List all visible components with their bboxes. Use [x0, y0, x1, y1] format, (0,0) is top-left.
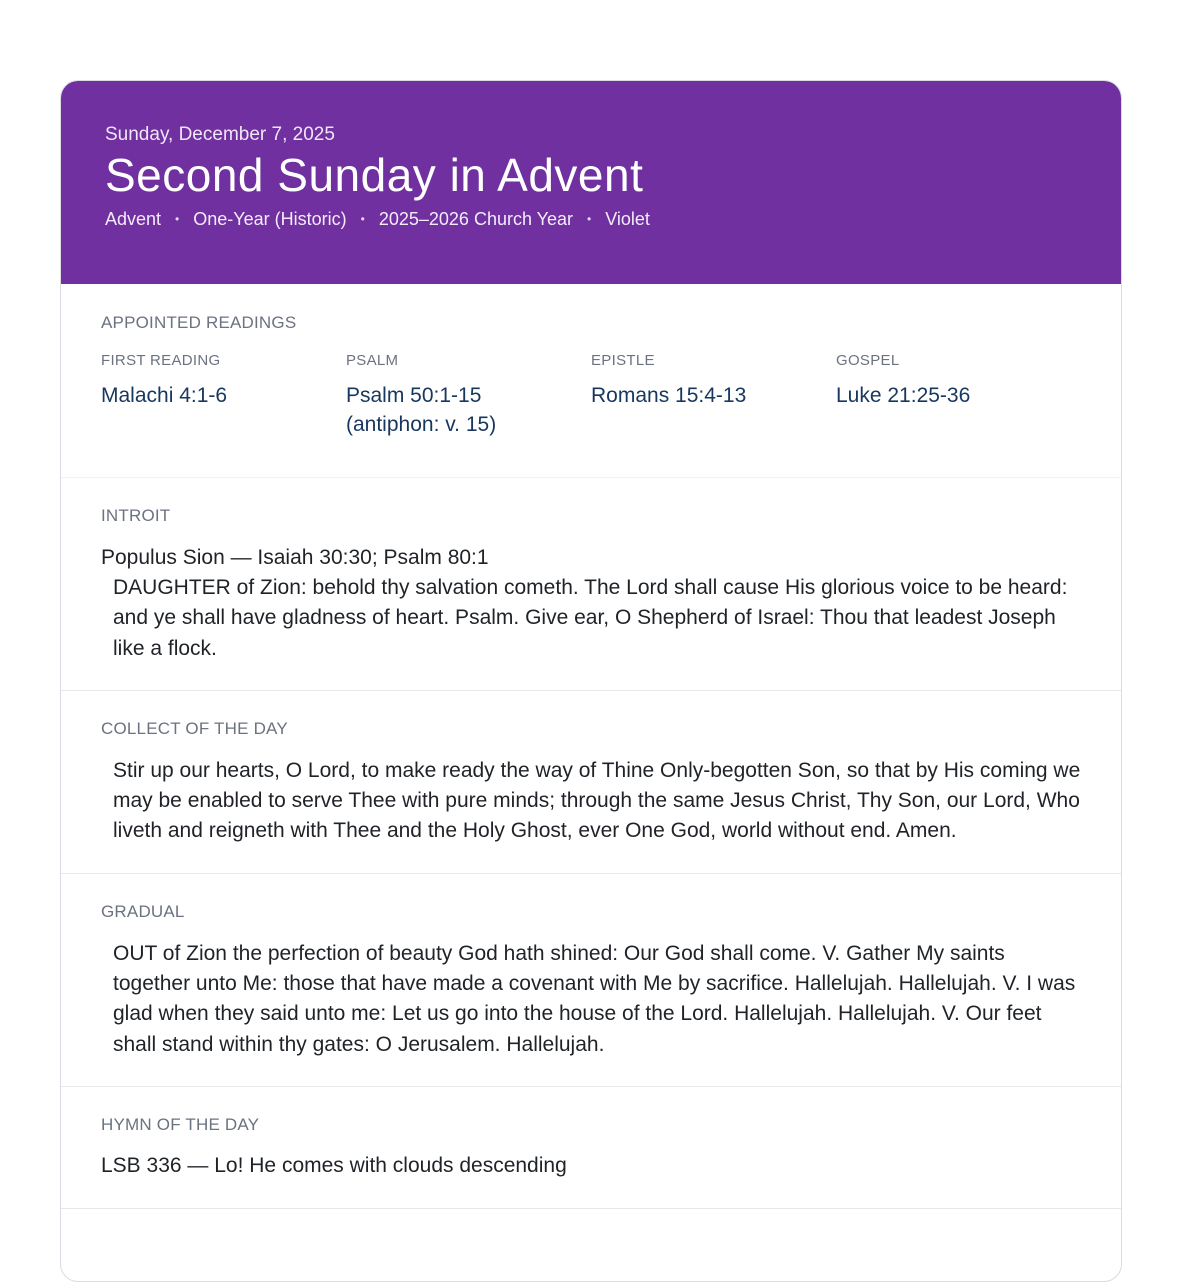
introit-title: Populus Sion — Isaiah 30:30; Psalm 80:1 — [101, 546, 489, 569]
reading-psalm — [346, 352, 591, 439]
meta-season: Advent — [105, 209, 162, 229]
reading-label: FIRST READING — [101, 352, 221, 369]
gradual-text: OUT of Zion the perfection of beauty God hath shined: Our God shall come. V. Gather My saints together unto Me: those that have made a covenant with Me by sacrifice. Hallelujah. Hallelujah. V. I was glad when they said unto me: Let us go into the house of the Lord. Hallelujah. Hallelujah. V. Our feet shall stand within thy gates: O Jerusalem. Hallelujah. — [113, 941, 1076, 1056]
readings-grid — [101, 352, 1081, 439]
reading-reference — [346, 381, 591, 439]
section-label: APPOINTED READINGS — [101, 313, 297, 332]
psalm-antiphon: (antiphon: v. 15) — [346, 413, 497, 436]
hymn-text: LSB 336 — Lo! He comes with clouds descending — [101, 1153, 567, 1177]
reading-epistle — [591, 352, 836, 439]
psalm-reference: Psalm 50:1-15 — [346, 384, 482, 407]
date-label: Sunday, December 7, 2025 — [105, 124, 335, 145]
collect-text: Stir up our hearts, O Lord, to make ready the way of Thine Only-begotten Son, so that by His coming we may be enabled to serve Thee with pure minds; through the same Jesus Christ, Thy Son, our Lord, Who liveth and reigneth with Thee and the Holy Ghost, ever One God, world without end. Amen. — [113, 758, 1081, 843]
meta-liturgical-color: Violet — [605, 209, 650, 229]
introit-section — [61, 478, 1121, 691]
meta-church-year: 2025–2026 Church Year — [378, 209, 574, 229]
bullet-separator: • — [360, 212, 365, 226]
hymn-section — [61, 1087, 1121, 1209]
section-label: HYMN OF THE DAY — [101, 1114, 260, 1134]
section-label: GRADUAL — [101, 901, 185, 921]
section-label: INTROIT — [101, 506, 171, 525]
bullet-separator: • — [587, 212, 592, 226]
gradual-section — [61, 874, 1121, 1087]
introit-text: DAUGHTER of Zion: behold thy salvation cometh. The Lord shall cause His glorious voice to be heard: and ye shall have gladness of heart. Psalm. Give ear, O Shepherd of Israel: Thou that leadest Joseph like a flock. — [113, 576, 1068, 660]
readings-section — [61, 284, 1121, 478]
collect-section — [61, 691, 1121, 874]
meta-lectionary: One-Year (Historic) — [193, 209, 347, 229]
reading-reference: Malachi 4:1-6 — [101, 384, 228, 407]
day-header — [61, 81, 1121, 284]
reading-first — [101, 352, 346, 439]
section-label: COLLECT OF THE DAY — [101, 718, 288, 738]
reading-reference: Luke 21:25-36 — [836, 384, 971, 407]
meta-row — [105, 207, 1077, 231]
reading-reference: Romans 15:4-13 — [591, 384, 747, 407]
bullet-separator: • — [175, 212, 180, 226]
reading-gospel — [836, 352, 1081, 439]
reading-label: EPISTLE — [591, 352, 655, 369]
reading-label: PSALM — [346, 352, 399, 369]
page-title: Second Sunday in Advent — [105, 149, 644, 201]
day-card — [60, 80, 1122, 1282]
reading-label: GOSPEL — [836, 352, 900, 369]
